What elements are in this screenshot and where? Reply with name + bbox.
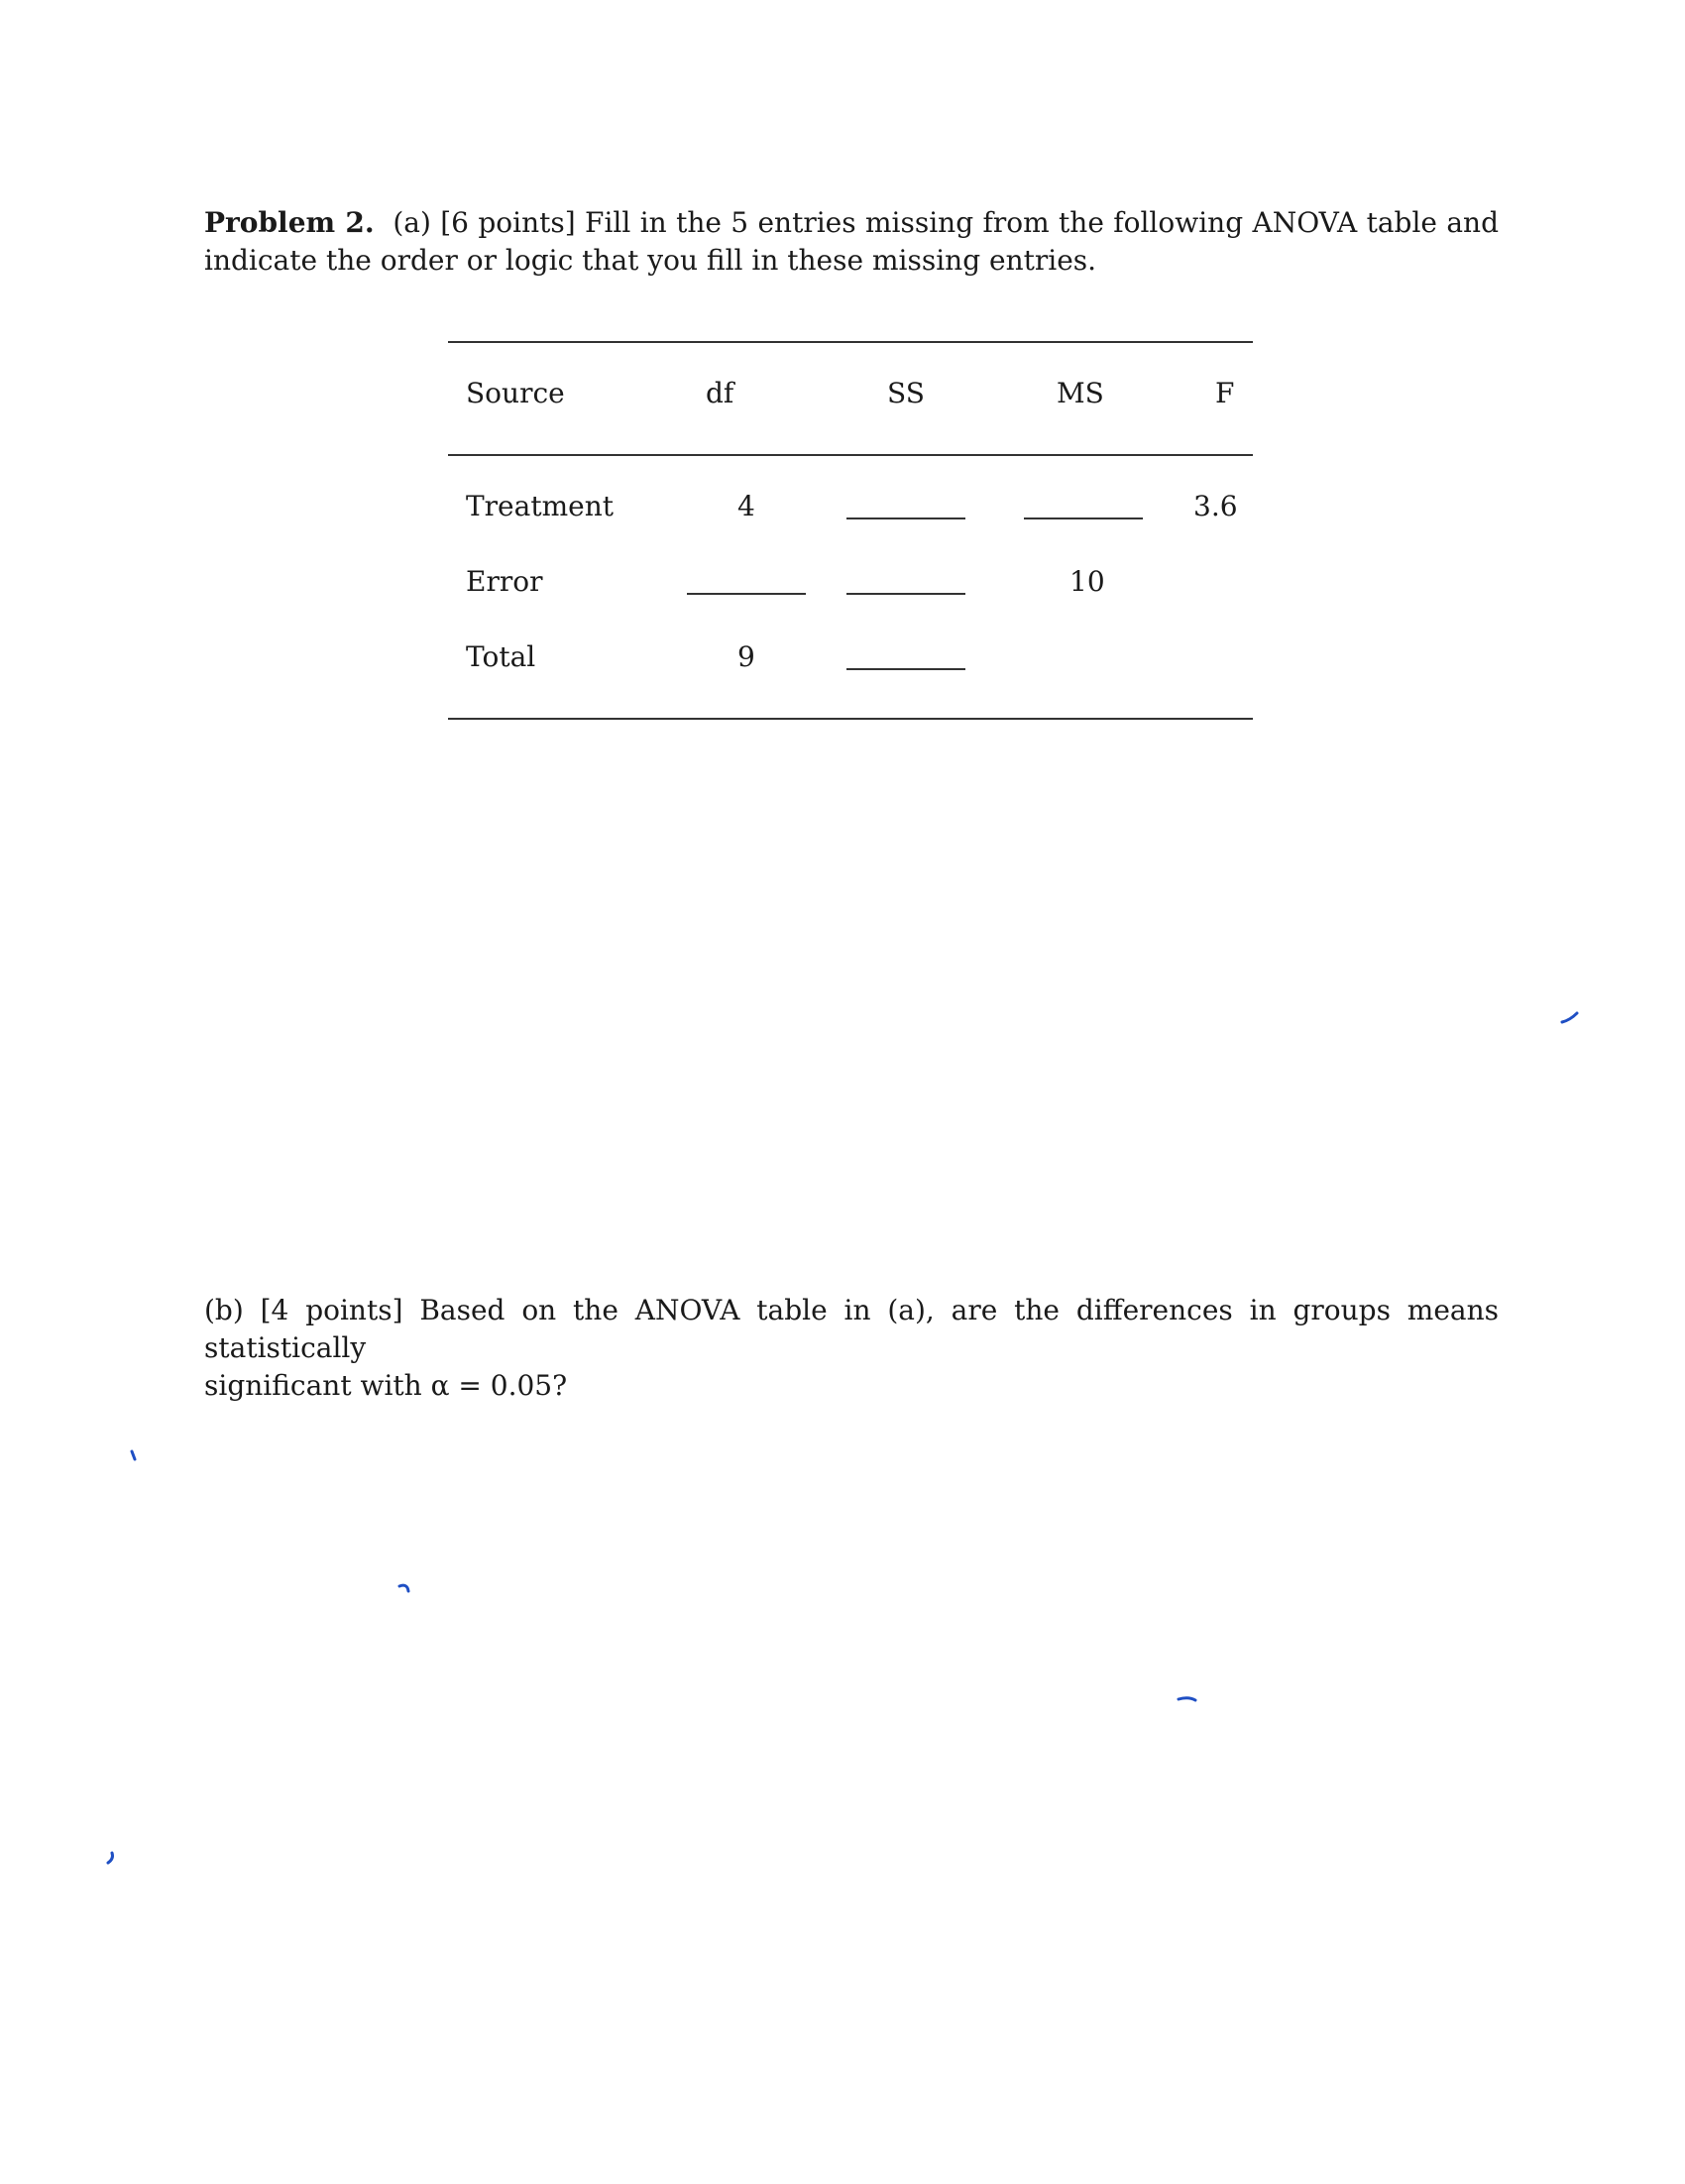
pen-mark-2 — [129, 1449, 139, 1463]
part-a-line-1 — [204, 204, 1499, 242]
row-total-ss-blank — [846, 668, 965, 670]
row-error-df-blank — [687, 593, 806, 595]
part-a-question — [204, 204, 1499, 280]
header-ss: SS — [887, 377, 925, 409]
header-df: df — [706, 377, 734, 409]
header-source: Source — [466, 377, 565, 409]
problem-heading: Problem 2. — [204, 206, 375, 239]
row-treatment-source: Treatment — [466, 490, 614, 522]
part-a-text-2: indicate the order or logic that you fill in these missing entries. — [204, 244, 1097, 277]
part-b-question — [204, 1292, 1499, 1405]
table-header-rule — [448, 454, 1253, 456]
pen-mark-5 — [104, 1850, 118, 1866]
part-b-text-1: (b) [4 points] Based on the ANOVA table in (a), are the differences in groups means statistically — [204, 1294, 1499, 1364]
part-a-text-1: (a) [6 points] Fill in the 5 entries missing from the following ANOVA table and — [393, 206, 1499, 239]
row-total-df: 9 — [737, 640, 755, 673]
row-treatment-ss-blank — [846, 517, 965, 519]
header-ms: MS — [1057, 377, 1104, 409]
pen-mark-1 — [1560, 1009, 1580, 1025]
row-error-ms: 10 — [1069, 565, 1105, 598]
row-treatment-df: 4 — [737, 490, 755, 522]
header-f: F — [1215, 377, 1235, 409]
row-treatment-f: 3.6 — [1193, 490, 1238, 522]
row-error-ss-blank — [846, 593, 965, 595]
row-total-source: Total — [466, 640, 536, 673]
part-b-text-2: significant with α = 0.05? — [204, 1369, 568, 1402]
table-top-rule — [448, 341, 1253, 343]
pen-mark-4 — [1176, 1694, 1199, 1708]
row-treatment-ms-blank — [1024, 517, 1143, 519]
pen-mark-3 — [396, 1582, 412, 1598]
row-error-source: Error — [466, 565, 543, 598]
table-bottom-rule — [448, 718, 1253, 720]
anova-table — [448, 341, 1253, 720]
